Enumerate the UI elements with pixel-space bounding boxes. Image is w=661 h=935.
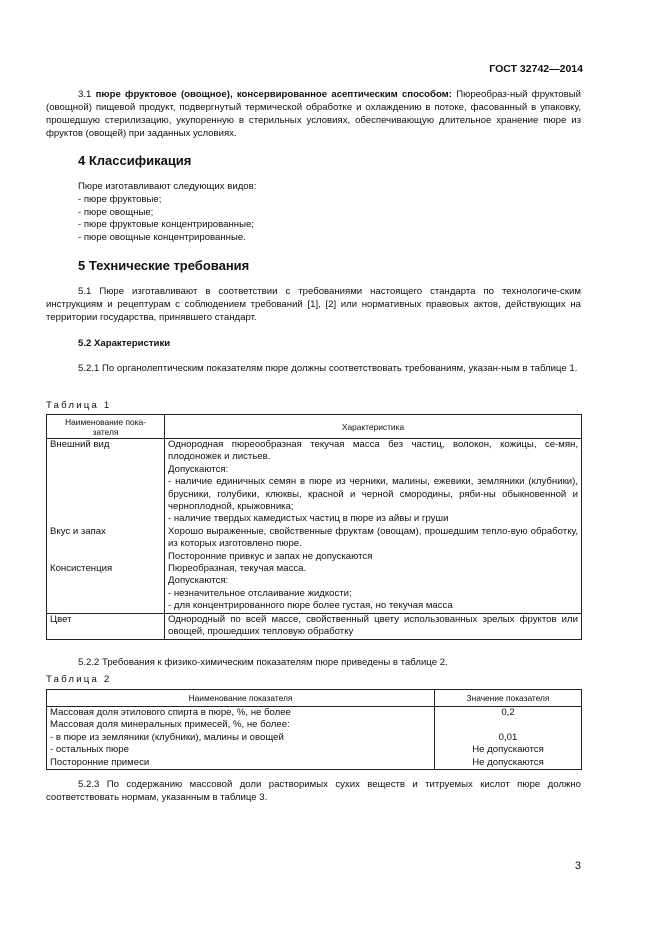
- table-2: [46, 689, 582, 770]
- paragraph-5-2-3: 5.2.3 По содержанию массовой доли растворимых сухих веществ и титруемых кислот пюре должно соответствовать нормам, указанным в таблице 3.: [46, 779, 581, 803]
- table-row: [47, 551, 582, 563]
- row-name: Консистенция: [47, 563, 165, 575]
- table-row: [47, 613, 582, 639]
- table-row: [47, 744, 582, 756]
- section-5-2-title: 5.2 Характеристики: [78, 338, 171, 349]
- row-value: 0,2: [435, 707, 582, 720]
- list-item: - пюре овощные концентрированные.: [78, 232, 246, 244]
- row-name: [47, 600, 165, 613]
- row-value: Не допускаются: [435, 744, 582, 756]
- row-name: Вкус и запах: [47, 526, 165, 551]
- standard-header: ГОСТ 32742—2014: [489, 63, 583, 75]
- row-name: [47, 476, 165, 513]
- list-item: - пюре фруктовые концентрированные;: [78, 219, 254, 231]
- row-value: [435, 719, 582, 731]
- table-row: [47, 757, 582, 770]
- row-value: 0,01: [435, 732, 582, 744]
- term: пюре фруктовое (овощное), консервированное асептическим способом:: [95, 89, 452, 100]
- list-item: - пюре фруктовые;: [78, 193, 162, 205]
- row-text: - наличие твердых камедистых частиц в пюре из айвы и груши: [165, 513, 582, 525]
- table-row: [47, 588, 582, 600]
- definition-start: Пюреобраз-: [456, 89, 510, 100]
- row-name: Массовая доля минеральных примесей, %, не более:: [47, 719, 435, 731]
- row-name: - в пюре из земляники (клубники), малины и овощей: [47, 732, 435, 744]
- row-text: Пюреобразная, текучая масса.: [165, 563, 582, 575]
- clause-number: 3.1: [78, 89, 92, 100]
- row-text: Однородный по всей массе, свойственный цвету использованных зрелых фруктов или овощей, прошедших тепловую обработку: [165, 613, 582, 639]
- table-row: [47, 575, 582, 587]
- row-name: [47, 551, 165, 563]
- table-row: [47, 707, 582, 720]
- section-4-title: 4 Классификация: [78, 153, 192, 168]
- table-1: [46, 414, 582, 640]
- row-text: - наличие единичных семян в пюре из черники, малины, ежевики, земляники (клубники), брусники, голубики, клюквы, красной и черной смородины, ряби-ны обыкновенной и черноплодной, крыжовника;: [165, 476, 582, 513]
- table-row: [47, 476, 582, 513]
- paragraph-5-1: 5.1 Пюре изготавливают в соответствии с требованиями настоящего стандарта по технологиче-ским инструкциям и рецептурам с соблюдением требований [1], [2] или нормативных правовых актов, действующих на территории государства, принявшего стандарт.: [46, 286, 581, 323]
- list-intro: Пюре изготавливают следующих видов:: [78, 181, 257, 192]
- row-text: - незначительное отслаивание жидкости;: [165, 588, 582, 600]
- definition-rest: ный фруктовый (овощной) пищевой продукт, подвергнутый термической обработке и охлаждению в потоке, фасованный в упаковку, прошедшую стерилизацию, укупоренную в стерильных условиях, обеспечивающую длительное хранение пюре из фруктов (овощей) при заданных условиях.: [46, 89, 581, 139]
- paragraph-5-2-2: 5.2.2 Требования к физико-химическим показателям пюре приведены в таблице 2.: [78, 657, 448, 668]
- table-row: [47, 719, 582, 731]
- row-text: Допускаются:: [165, 464, 582, 476]
- table-2-header-name: Наименование показателя: [47, 690, 435, 707]
- row-name: [47, 464, 165, 476]
- table-row: [47, 464, 582, 476]
- row-name: - остальных пюре: [47, 744, 435, 756]
- list-item: - пюре овощные;: [78, 206, 154, 218]
- row-name: [47, 588, 165, 600]
- table-1-header-characteristic: Характеристика: [165, 415, 582, 439]
- row-text: - для концентрированного пюре более густая, но текучая масса: [165, 600, 582, 613]
- table-row: [47, 600, 582, 613]
- paragraph-5-2-1: 5.2.1 По органолептическим показателям пюре должны соответствовать требованиям, указан-ным в таблице 1.: [78, 363, 578, 374]
- table-row: [47, 563, 582, 575]
- row-text: Хорошо выраженные, свойственные фруктам (овощам), прошедшим тепло-вую обработку, из которых изготовлено пюре.: [165, 526, 582, 551]
- row-text: Допускаются:: [165, 575, 582, 587]
- page-number: 3: [574, 860, 581, 872]
- table-1-caption: Таблица 1: [46, 400, 112, 411]
- table-1-header-name: Наименование пока- зателя: [47, 415, 165, 439]
- table-2-header-value: Значение показателя: [435, 690, 582, 707]
- row-name: Посторонние примеси: [47, 757, 435, 770]
- row-text: Посторонние привкус и запах не допускаются: [165, 551, 582, 563]
- row-value: Не допускаются: [435, 757, 582, 770]
- row-name: [47, 575, 165, 587]
- row-text: Однородная пюреообразная текучая масса без частиц, волокон, кожицы, се-мян, плодоножек и листьев.: [165, 439, 582, 464]
- table-row: [47, 439, 582, 464]
- classification-list: [78, 181, 256, 245]
- row-name: Цвет: [47, 613, 165, 639]
- section-5-title: 5 Технические требования: [78, 258, 250, 273]
- row-name: Внешний вид: [47, 439, 165, 464]
- table-row: [47, 526, 582, 551]
- table-row: [47, 513, 582, 525]
- row-name: [47, 513, 165, 525]
- paragraph-3-1: [46, 88, 581, 140]
- table-row: [47, 732, 582, 744]
- row-name: Массовая доля этилового спирта в пюре, %, не более: [47, 707, 435, 720]
- table-2-caption: Таблица 2: [46, 674, 112, 685]
